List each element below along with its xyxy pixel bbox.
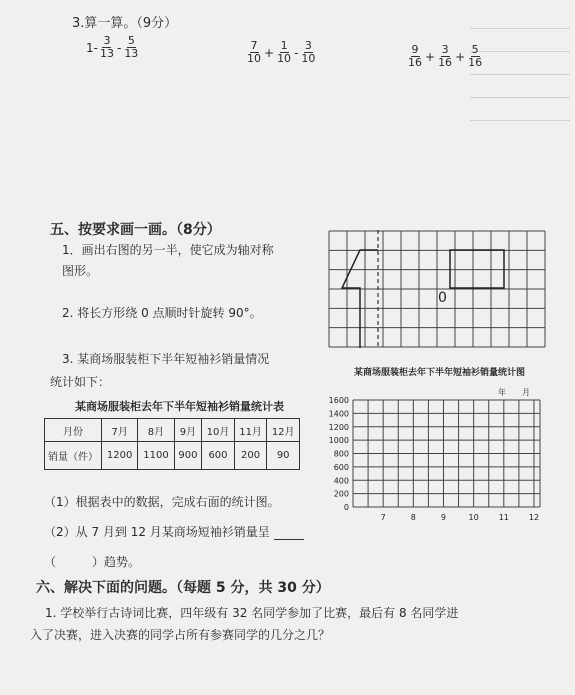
fraction: $\frac{3}{16}$ xyxy=(438,43,453,69)
problem-1-line1: 1. 学校举行古诗词比赛，四年级有 32 名同学参加了比赛，最后有 8 名同学进 xyxy=(45,606,459,620)
question-2-line1: （2）从 7 月到 12 月某商场短袖衫销量呈 xyxy=(44,525,270,539)
x-tick-label: 12 xyxy=(528,513,540,522)
underline xyxy=(274,539,304,540)
table-cell: 90 xyxy=(267,442,300,470)
table-title: 某商场服装柜去年下半年短袖衫销量统计表 xyxy=(75,400,284,413)
section6-title: 六、解决下面的问题。（每题 5 分，共 30 分） xyxy=(36,580,330,596)
y-tick-label: 1200 xyxy=(328,422,349,432)
section5-title: 五、按要求画一画。（8分） xyxy=(50,222,221,238)
header-cell: 9月 xyxy=(174,419,202,442)
chart-date-note: 年 月 xyxy=(498,388,530,397)
fraction: 9 16 xyxy=(408,43,422,69)
problem-1-line2: 入了决赛，进入决赛的同学占所有参赛同学的几分之几？ xyxy=(30,628,331,642)
y-tick-label: 800 xyxy=(333,449,349,459)
expr-1: 1- 3 13 - 5 13 xyxy=(86,34,139,60)
y-tick-label: 1000 xyxy=(328,436,349,446)
y-tick-label: 1600 xyxy=(328,396,349,405)
y-tick-label: 0 xyxy=(343,503,349,512)
sales-line-chart xyxy=(318,380,548,528)
table-header-row xyxy=(45,419,300,442)
header-cell: 7月 xyxy=(102,419,138,442)
fraction: $\frac{1}{10}$ xyxy=(277,39,292,65)
header-cell: 11月 xyxy=(234,419,267,442)
header-cell: 12月 xyxy=(267,419,300,442)
y-tick-label: 1400 xyxy=(328,409,349,419)
bleed-through-marks xyxy=(470,20,570,200)
question-2-line2: （ ）趋势。 xyxy=(44,555,141,569)
row-label: 销量（件） xyxy=(45,442,102,470)
expr-1-lead: 1- xyxy=(86,40,98,55)
x-tick-label: 8 xyxy=(410,513,416,522)
y-tick-label: 400 xyxy=(333,476,349,486)
item2-text: 2. 将长方形绕 0 点顺时针旋转 90°。 xyxy=(62,306,262,320)
y-tick-label: 600 xyxy=(333,462,349,472)
expr-2: 7 10 + $\frac{1}{10}$ - 3 10 xyxy=(247,39,316,65)
table-cell: 1100 xyxy=(138,442,174,470)
table-row xyxy=(45,442,300,470)
x-tick-label: 10 xyxy=(468,513,479,522)
rectangle-shape xyxy=(450,250,504,288)
fraction: 3 13 xyxy=(99,34,114,60)
drawing-grid xyxy=(328,230,546,348)
fraction: 5 13 xyxy=(124,34,139,60)
header-cell: 10月 xyxy=(202,419,235,442)
item3-line2: 统计如下： xyxy=(50,375,111,389)
table-cell: 200 xyxy=(234,442,267,470)
fraction: 7 10 xyxy=(247,39,261,65)
x-tick-label: 7 xyxy=(380,513,386,522)
point-o-label: 0 xyxy=(438,290,447,306)
item1-line2: 图形。 xyxy=(62,264,99,278)
header-cell: 月份 xyxy=(45,419,102,442)
table-cell: 900 xyxy=(174,442,202,470)
chart-title: 某商场服装柜去年下半年短袖衫销量统计图 xyxy=(354,368,526,378)
question-1: （1）根据表中的数据，完成右面的统计图。 xyxy=(44,495,280,509)
fraction: 3 10 xyxy=(301,39,316,65)
expr-3: 9 16 + $\frac{3}{16}$ + $\frac{5}{16}$ xyxy=(408,43,483,69)
sales-table xyxy=(44,418,300,470)
fraction: $\frac{5}{16}$ xyxy=(468,43,483,69)
item3-line1: 3. 某商场服装柜下半年短袖衫销量情况 xyxy=(62,352,270,366)
item1-line1: 1．画出右图的另一半，使它成为轴对称 xyxy=(62,243,274,257)
table-cell: 600 xyxy=(202,442,235,470)
header-cell: 8月 xyxy=(138,419,174,442)
table-cell: 1200 xyxy=(102,442,138,470)
x-tick-label: 9 xyxy=(440,513,447,522)
q3-title: 3.算一算。（9分） xyxy=(72,16,178,31)
y-tick-label: 200 xyxy=(333,489,349,499)
x-tick-label: 11 xyxy=(498,513,509,522)
